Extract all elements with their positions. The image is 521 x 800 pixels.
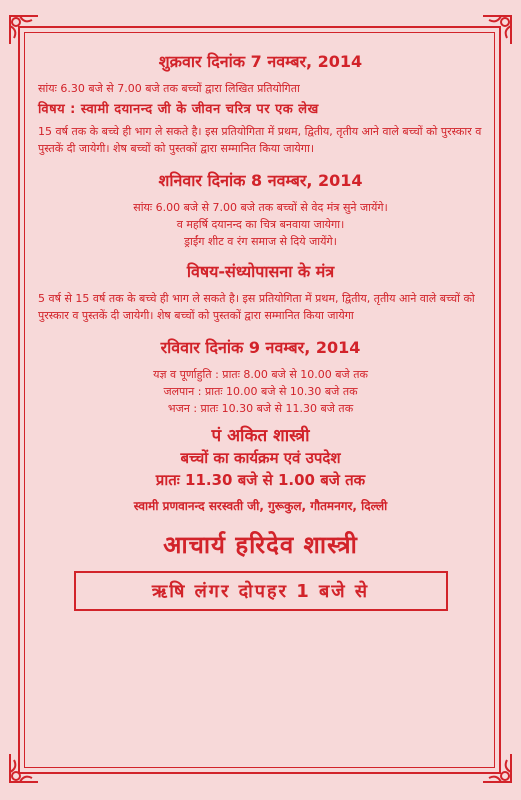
sunday-item: यज्ञ व पूर्णाहुति : प्रातः 8.00 बजे से 10.00 बजे तक: [153, 368, 368, 381]
friday-heading: शुक्रवार दिनांक 7 नवम्बर, 2014: [158, 52, 363, 71]
sunday-item: भजन : प्रातः 10.30 बजे से 11.30 बजे तक: [167, 402, 354, 415]
saturday-line-3: ड्राईंग शीट व रंग समाज से दिये जायेंगे।: [184, 235, 337, 248]
pandit-name: पं अकित शास्त्री: [211, 426, 310, 446]
pandit-title: बच्चों का कार्यक्रम एवं उपदेश: [180, 449, 341, 467]
saturday-line-2: व महर्षि दयानन्द का चित्र बनवाया जायेगा।: [176, 218, 345, 231]
saturday-subject: विषय-संध्योपासना के मंत्र: [186, 262, 335, 281]
friday-line: सांयः 6.30 बजे से 7.00 बजे तक बच्चों द्वारा लिखित प्रतियोगिता: [38, 82, 300, 95]
friday-paragraph: 15 वर्ष तक के बच्चे ही भाग ले सकते है। इस प्रतियोगिता में प्रथम, द्वितीय, तृतीय आने वाले बच्चों को पुरस्कार व पुस्तकें दी जायेगी। शेष बच्चों को पुस्तकों द्वारा सम्मानित किया जायेगा।: [38, 125, 482, 155]
acharya-name: आचार्य हरिदेव शास्त्री: [163, 531, 358, 559]
sunday-item: जलपान : प्रातः 10.00 बजे से 10.30 बजे तक: [163, 385, 358, 398]
friday-section: [38, 50, 483, 157]
swami-line: स्वामी प्रणवानन्द सरस्वती जी, गुरूकुल, गौतमनगर, दिल्ली: [133, 499, 388, 513]
friday-subject: विषय : स्वामी दयानन्द जी के जीवन चरित्र पर एक लेख: [38, 102, 319, 117]
pandit-time: प्रातः 11.30 बजे से 1.00 बजे तक: [155, 471, 366, 489]
saturday-heading: शनिवार दिनांक 8 नवम्बर, 2014: [158, 171, 363, 190]
saturday-line-1: सांयः 6.00 बजे से 7.00 बजे तक बच्चों से वेद मंत्र सुने जायेंगे।: [133, 201, 388, 214]
langar-box: ऋषि लंगर दोपहर 1 बजे से: [74, 571, 448, 611]
saturday-paragraph: 5 वर्ष से 15 वर्ष तक के बच्चे ही भाग ले सकते है। इस प्रतियोगिता में प्रथम, द्वितीय, तृतीय आने वाले बच्चों को पुरस्कार व पुस्तकें दी जायेगी। शेष बच्चों को पुस्तकों द्वारा सम्मानित किया जायेगा: [38, 292, 475, 322]
ornament-icon: [479, 12, 515, 48]
saturday-section: [38, 169, 483, 324]
sunday-section: [38, 336, 483, 417]
ornament-icon: [6, 750, 42, 786]
ornament-icon: [479, 750, 515, 786]
flyer-content: [38, 50, 483, 611]
sunday-heading: रविवार दिनांक 9 नवम्बर, 2014: [160, 338, 361, 357]
ornament-icon: [6, 12, 42, 48]
